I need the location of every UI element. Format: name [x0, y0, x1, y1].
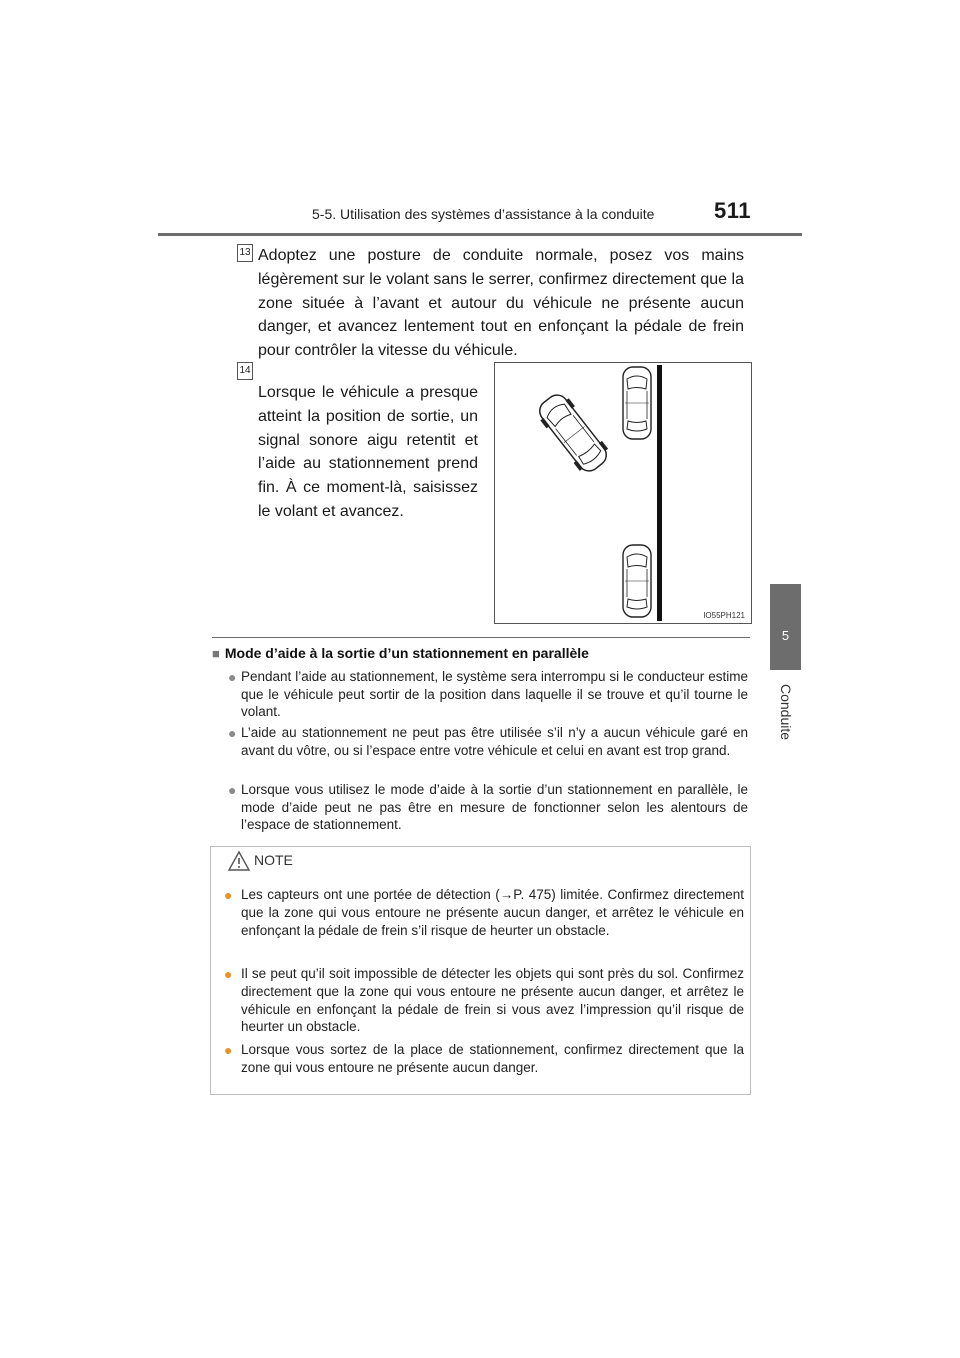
- figure-id-label: IO55PH121: [703, 611, 745, 620]
- exiting-car: [533, 389, 613, 477]
- parked-car-front: [623, 367, 651, 439]
- running-header-section: 5-5. Utilisation des systèmes d’assistance à la conduite: [312, 206, 655, 222]
- circle-bullet-icon: ●: [224, 1042, 233, 1058]
- chapter-label-wrap: [774, 678, 798, 746]
- circle-bullet-icon: ●: [228, 669, 237, 685]
- section-bullet-text: Pendant l’aide au stationnement, le système sera interrompu si le conducteur estime que le véhicule peut sortir de la position dans laquelle il se trouve et qu’il tourne le volant.: [241, 669, 748, 720]
- chapter-label: Conduite: [778, 683, 794, 741]
- note-title: NOTE: [254, 852, 293, 868]
- parking-exit-illustration: [494, 362, 752, 624]
- section-rule: [212, 637, 750, 638]
- section-bullet: [228, 668, 748, 721]
- parked-car-rear: [623, 545, 651, 617]
- note-bullet: [224, 965, 744, 1036]
- note-bullet-text: Il se peut qu’il soit impossible de détecter les objets qui sont près du sol. Confirmez directement que la zone qui vous entoure ne présente aucun danger, et arrêtez le véhicule en enfonçant la pédale de frein si vous avez l’impression qu’il risque de heurter un obstacle.: [241, 966, 744, 1035]
- section-bullet-text: Lorsque vous utilisez le mode d’aide à la sortie d’un stationnement en parallèle, le mode d’aide peut ne pas être en mesure de fonctionner selon les alentours de l’espace de stationnement.: [241, 782, 748, 833]
- warning-triangle-icon: [228, 850, 250, 872]
- curb-line: [657, 365, 662, 621]
- step-13-marker: 13: [237, 244, 253, 262]
- chapter-tab: [770, 584, 801, 670]
- parking-diagram: [495, 363, 751, 623]
- step-14-text: Lorsque le véhicule a presque atteint la position de sortie, un signal sonore aigu retentit et l’aide au stationnement prend fin. À ce moment-là, saisissez le volant et avancez.: [258, 384, 478, 520]
- section-title: [212, 645, 589, 661]
- section-bullet: [228, 724, 748, 759]
- note-bullet: [224, 1041, 744, 1077]
- circle-bullet-icon: ●: [228, 782, 237, 798]
- step-14-marker: 14: [237, 362, 253, 380]
- square-bullet-icon: ■: [212, 646, 220, 661]
- circle-bullet-icon: ●: [228, 725, 237, 741]
- note-bullet-text: Lorsque vous sortez de la place de stationnement, confirmez directement que la zone qui vous entoure ne présente aucun danger.: [241, 1042, 744, 1075]
- circle-bullet-icon: ●: [224, 887, 233, 903]
- note-bullet: [224, 886, 744, 939]
- section-title-text: Mode d’aide à la sortie d’un stationnement en parallèle: [224, 645, 589, 661]
- note-bullet-text: Les capteurs ont une portée de détection (→P. 475) limitée. Confirmez directement que la zone qui vous entoure ne présente aucun danger, et arrêtez le véhicule en enfonçant la pédale de frein s’il risque de heurter un obstacle.: [241, 887, 744, 938]
- page-number: 511: [714, 198, 751, 223]
- section-bullet-text: L’aide au stationnement ne peut pas être utilisée s’il n’y a aucun véhicule garé en avant du vôtre, ou si l’espace entre votre véhicule et celui en avant est trop grand.: [241, 725, 748, 758]
- header-rule: [158, 233, 802, 236]
- section-bullet: [228, 781, 748, 834]
- chapter-number: 5: [781, 628, 790, 643]
- circle-bullet-icon: ●: [224, 966, 233, 982]
- step-13-text: Adoptez une posture de conduite normale, posez vos mains légèrement sur le volant sans le serrer, confirmez directement que la zone située à l’avant et autour du véhicule ne présente aucun danger, et avancez lentement tout en enfonçant la pédale de frein pour contrôler la vitesse du véhicule.: [258, 247, 744, 360]
